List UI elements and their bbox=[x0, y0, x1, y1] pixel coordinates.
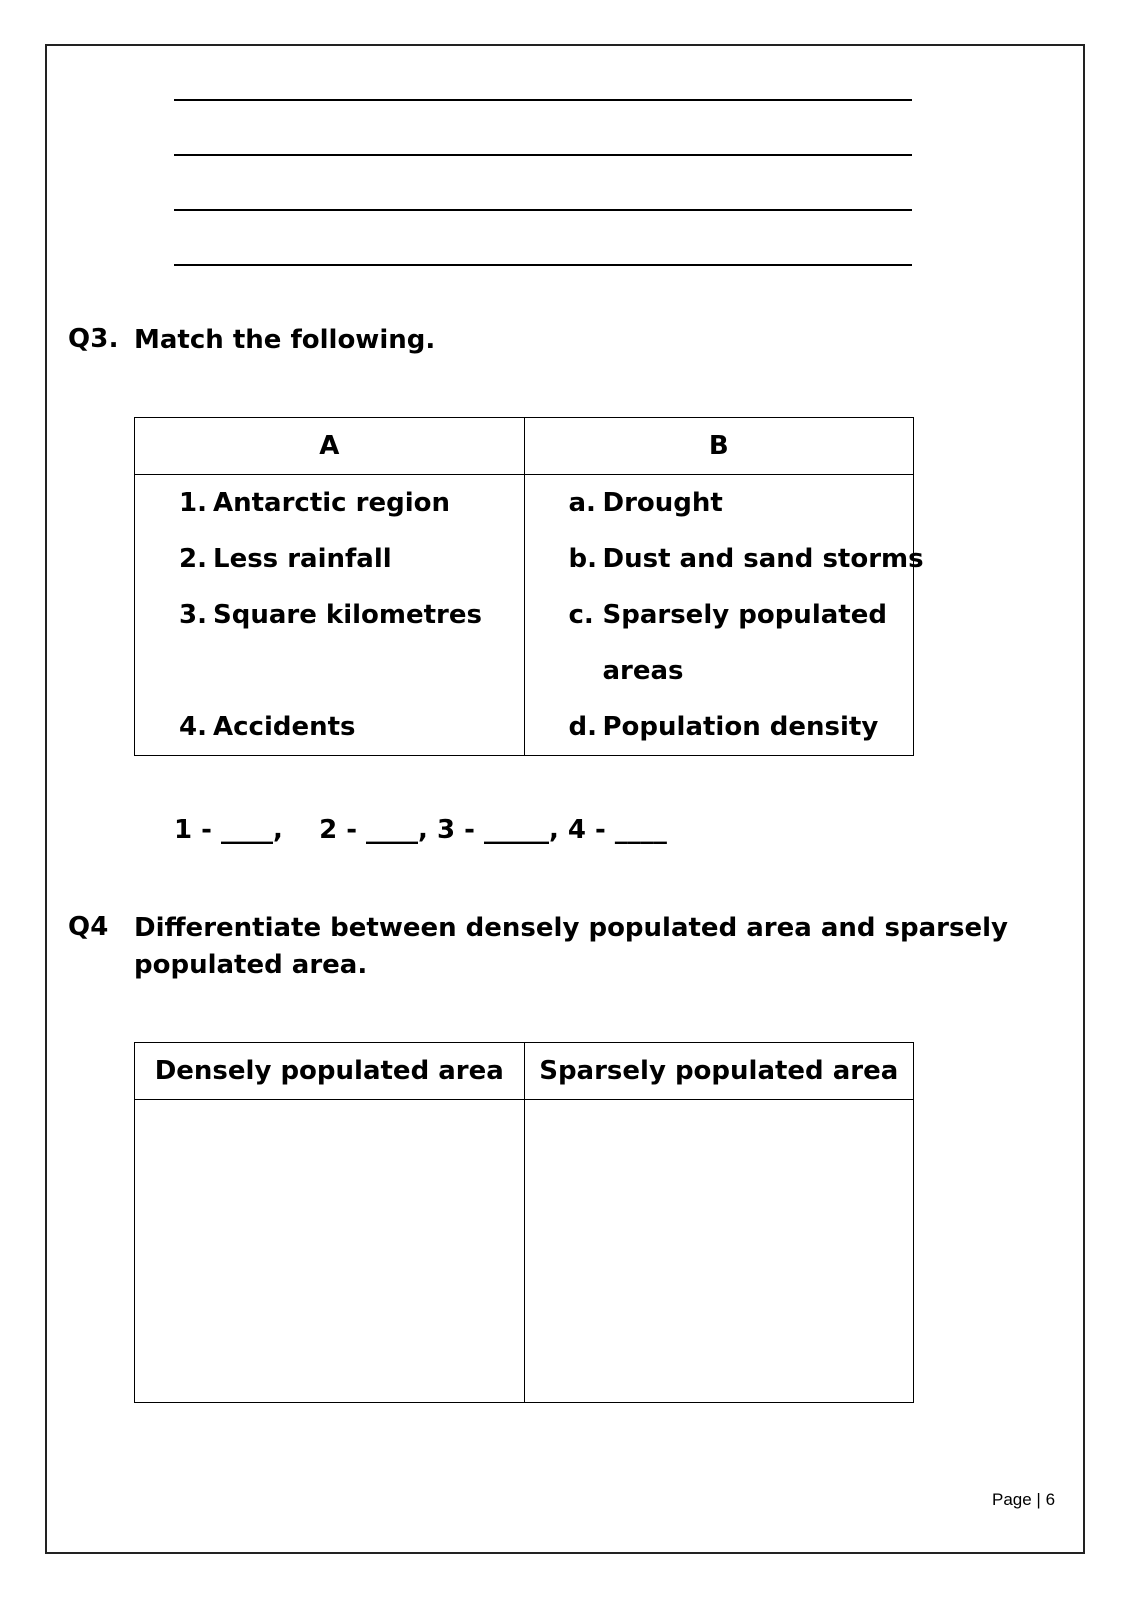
answer-line[interactable] bbox=[174, 209, 912, 211]
densely-populated-answer-cell[interactable] bbox=[135, 1100, 525, 1403]
page-number: Page | 6 bbox=[992, 1490, 1056, 1509]
match-item-a1: 1. Antarctic region bbox=[179, 488, 450, 518]
match-item-b-a: a. Drought bbox=[568, 488, 723, 518]
densely-populated-header: Densely populated area bbox=[135, 1043, 525, 1100]
q4-label: Q4 bbox=[68, 912, 109, 942]
match-item-b-c-cont: areas bbox=[602, 656, 684, 686]
match-item-a2: 2. Less rainfall bbox=[179, 544, 392, 574]
answer-line[interactable] bbox=[174, 99, 912, 101]
column-a-header: A bbox=[135, 418, 525, 475]
sparsely-populated-answer-cell[interactable] bbox=[524, 1100, 914, 1403]
match-item-a4: 4. Accidents bbox=[179, 712, 356, 742]
match-item-b-b: b. Dust and sand storms bbox=[568, 544, 924, 574]
differentiate-table bbox=[134, 1042, 914, 1403]
answer-line[interactable] bbox=[174, 154, 912, 156]
q4-prompt bbox=[134, 910, 1008, 984]
column-b-header: B bbox=[524, 418, 914, 475]
match-item-spacer bbox=[135, 643, 524, 699]
column-a-cell bbox=[135, 475, 525, 756]
q4-prompt-line1: Differentiate between densely populated area and sparsely bbox=[134, 913, 1008, 943]
answer-line[interactable] bbox=[174, 264, 912, 266]
q3-prompt: Match the following. bbox=[134, 325, 436, 355]
q3-label: Q3. bbox=[68, 324, 119, 354]
match-item-a3: 3. Square kilometres bbox=[179, 600, 482, 630]
match-item-b-d: d. Population density bbox=[568, 712, 879, 742]
match-item-b-c: c. Sparsely populated bbox=[568, 600, 887, 630]
sparsely-populated-header: Sparsely populated area bbox=[524, 1043, 914, 1100]
match-answer-blanks[interactable]: 1 - ____, 2 - ____, 3 - _____, 4 - ____ bbox=[174, 815, 667, 845]
column-b-cell bbox=[524, 475, 924, 756]
q4-prompt-line2: populated area. bbox=[134, 950, 368, 980]
match-table bbox=[134, 417, 924, 756]
